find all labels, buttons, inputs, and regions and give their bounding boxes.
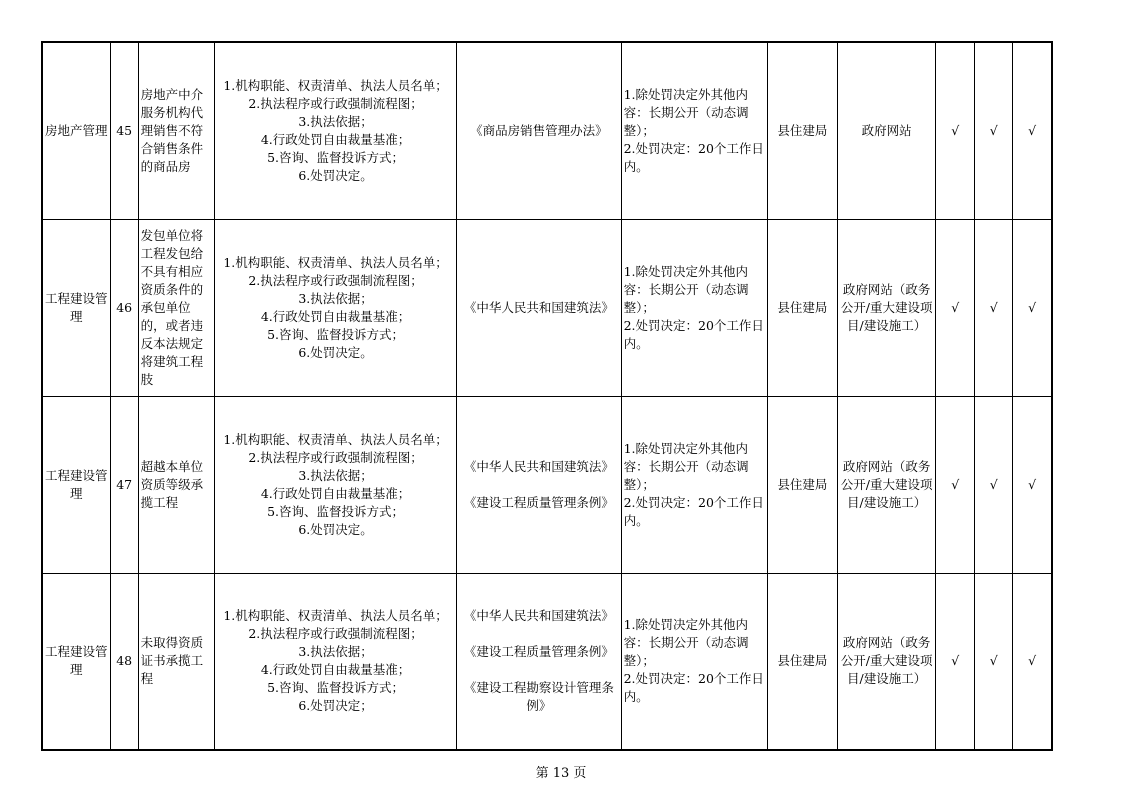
check-mark: √: [975, 573, 1013, 750]
content-line: 5.咨询、监督投诉方式；: [267, 149, 405, 165]
content-line: 1.机构职能、权责清单、执法人员名单；: [223, 431, 448, 447]
category-cell: 工程建设管理: [42, 573, 110, 750]
item-text: 房地产中介服务机构代理销售不符合销售条件的商品房: [140, 86, 204, 174]
basis-cell: [457, 42, 621, 219]
subject-cell: 县住建局: [767, 219, 837, 396]
content-line: 3.执法依据；: [298, 113, 373, 129]
content-line: 2.执法程序或行政强制流程图；: [248, 626, 423, 642]
content-line: 5.咨询、监督投诉方式；: [267, 680, 405, 696]
category-cell: 工程建设管理: [42, 219, 110, 396]
page-number: 第 13 页: [535, 766, 587, 781]
basis-line: 《商品房销售管理办法》: [470, 122, 608, 138]
content-cell: [214, 42, 456, 219]
content-cell: [214, 396, 456, 573]
item-cell: [138, 42, 214, 219]
period-cell: [621, 573, 767, 750]
number-cell: 46: [110, 219, 138, 396]
content-line: 6.处罚决定。: [298, 521, 373, 537]
content-line: 1.机构职能、权责清单、执法人员名单；: [223, 77, 448, 93]
content-line: 2.执法程序或行政强制流程图；: [248, 449, 423, 465]
channel-cell: 政府网站: [838, 42, 936, 219]
content-line: 1.机构职能、权责清单、执法人员名单；: [223, 608, 448, 624]
period-line: 1.除处罚决定外其他内容：长期公开（动态调整）；: [623, 440, 749, 492]
period-cell: [621, 219, 767, 396]
content-line: 6.处罚决定；: [298, 698, 373, 714]
subject-cell: 县住建局: [767, 396, 837, 573]
check-mark: √: [975, 396, 1013, 573]
basis-cell: [457, 219, 621, 396]
table-row: [42, 573, 1052, 750]
content-line: 4.行政处罚自由裁量基准；: [260, 662, 411, 678]
content-line: 1.机构职能、权责清单、执法人员名单；: [223, 254, 448, 270]
period-line: 1.除处罚决定外其他内容：长期公开（动态调整）；: [623, 617, 749, 669]
check-mark: √: [1013, 573, 1052, 750]
period-line: 2.处罚决定：20个工作日内。: [623, 317, 764, 351]
content-cell: [214, 219, 456, 396]
item-cell: [138, 573, 214, 750]
basis-cell: [457, 573, 621, 750]
basis-line: 《中华人民共和国建筑法》: [463, 299, 614, 315]
table-row: [42, 396, 1052, 573]
basis-line: 《建设工程质量管理条例》: [463, 494, 614, 510]
content-line: 6.处罚决定。: [298, 344, 373, 360]
item-cell: [138, 396, 214, 573]
category-cell: 工程建设管理: [42, 396, 110, 573]
content-line: 3.执法依据；: [298, 467, 373, 483]
period-line: 2.处罚决定：20个工作日内。: [623, 494, 764, 528]
item-text: 超越本单位资质等级承揽工程: [140, 458, 204, 510]
content-line: 6.处罚决定。: [298, 167, 373, 183]
content-line: 4.行政处罚自由裁量基准；: [260, 131, 411, 147]
channel-cell: 政府网站（政务公开/重大建设项目/建设施工）: [838, 219, 936, 396]
period-line: 2.处罚决定：20个工作日内。: [623, 140, 764, 174]
content-line: 3.执法依据；: [298, 644, 373, 660]
period-cell: [621, 42, 767, 219]
channel-cell: 政府网站（政务公开/重大建设项目/建设施工）: [838, 573, 936, 750]
period-line: 1.除处罚决定外其他内容：长期公开（动态调整）；: [623, 86, 749, 138]
period-line: 2.处罚决定：20个工作日内。: [623, 671, 764, 705]
item-cell: [138, 219, 214, 396]
basis-line: 《中华人民共和国建筑法》: [463, 458, 614, 474]
content-line: 3.执法依据；: [298, 290, 373, 306]
check-mark: √: [936, 42, 975, 219]
check-mark: √: [936, 573, 975, 750]
number-cell: 45: [110, 42, 138, 219]
table-body: [42, 42, 1052, 750]
check-mark: √: [975, 42, 1013, 219]
basis-line: 《中华人民共和国建筑法》: [463, 608, 614, 624]
check-mark: √: [936, 219, 975, 396]
subject-cell: 县住建局: [767, 42, 837, 219]
item-text: 未取得资质证书承揽工程: [140, 635, 204, 687]
content-line: 5.咨询、监督投诉方式；: [267, 326, 405, 342]
item-text: 发包单位将工程发包给不具有相应资质条件的承包单位的，或者违反本法规定将建筑工程肢: [140, 227, 204, 387]
basis-cell: [457, 396, 621, 573]
disclosure-table: [41, 41, 1053, 751]
content-cell: [214, 573, 456, 750]
check-mark: √: [975, 219, 1013, 396]
table-row: [42, 219, 1052, 396]
check-mark: √: [936, 396, 975, 573]
category-cell: 房地产管理: [42, 42, 110, 219]
content-line: 4.行政处罚自由裁量基准；: [260, 485, 411, 501]
check-mark: √: [1013, 396, 1052, 573]
table-row: [42, 42, 1052, 219]
basis-line: 《建设工程质量管理条例》: [463, 644, 614, 660]
subject-cell: 县住建局: [767, 573, 837, 750]
channel-cell: 政府网站（政务公开/重大建设项目/建设施工）: [838, 396, 936, 573]
content-line: 2.执法程序或行政强制流程图；: [248, 272, 423, 288]
content-line: 5.咨询、监督投诉方式；: [267, 503, 405, 519]
number-cell: 48: [110, 573, 138, 750]
check-mark: √: [1013, 42, 1052, 219]
content-line: 4.行政处罚自由裁量基准；: [260, 308, 411, 324]
basis-line: 《建设工程勘察设计管理条例》: [463, 680, 614, 714]
period-line: 1.除处罚决定外其他内容：长期公开（动态调整）；: [623, 263, 749, 315]
period-cell: [621, 396, 767, 573]
check-mark: √: [1013, 219, 1052, 396]
number-cell: 47: [110, 396, 138, 573]
content-line: 2.执法程序或行政强制流程图；: [248, 95, 423, 111]
